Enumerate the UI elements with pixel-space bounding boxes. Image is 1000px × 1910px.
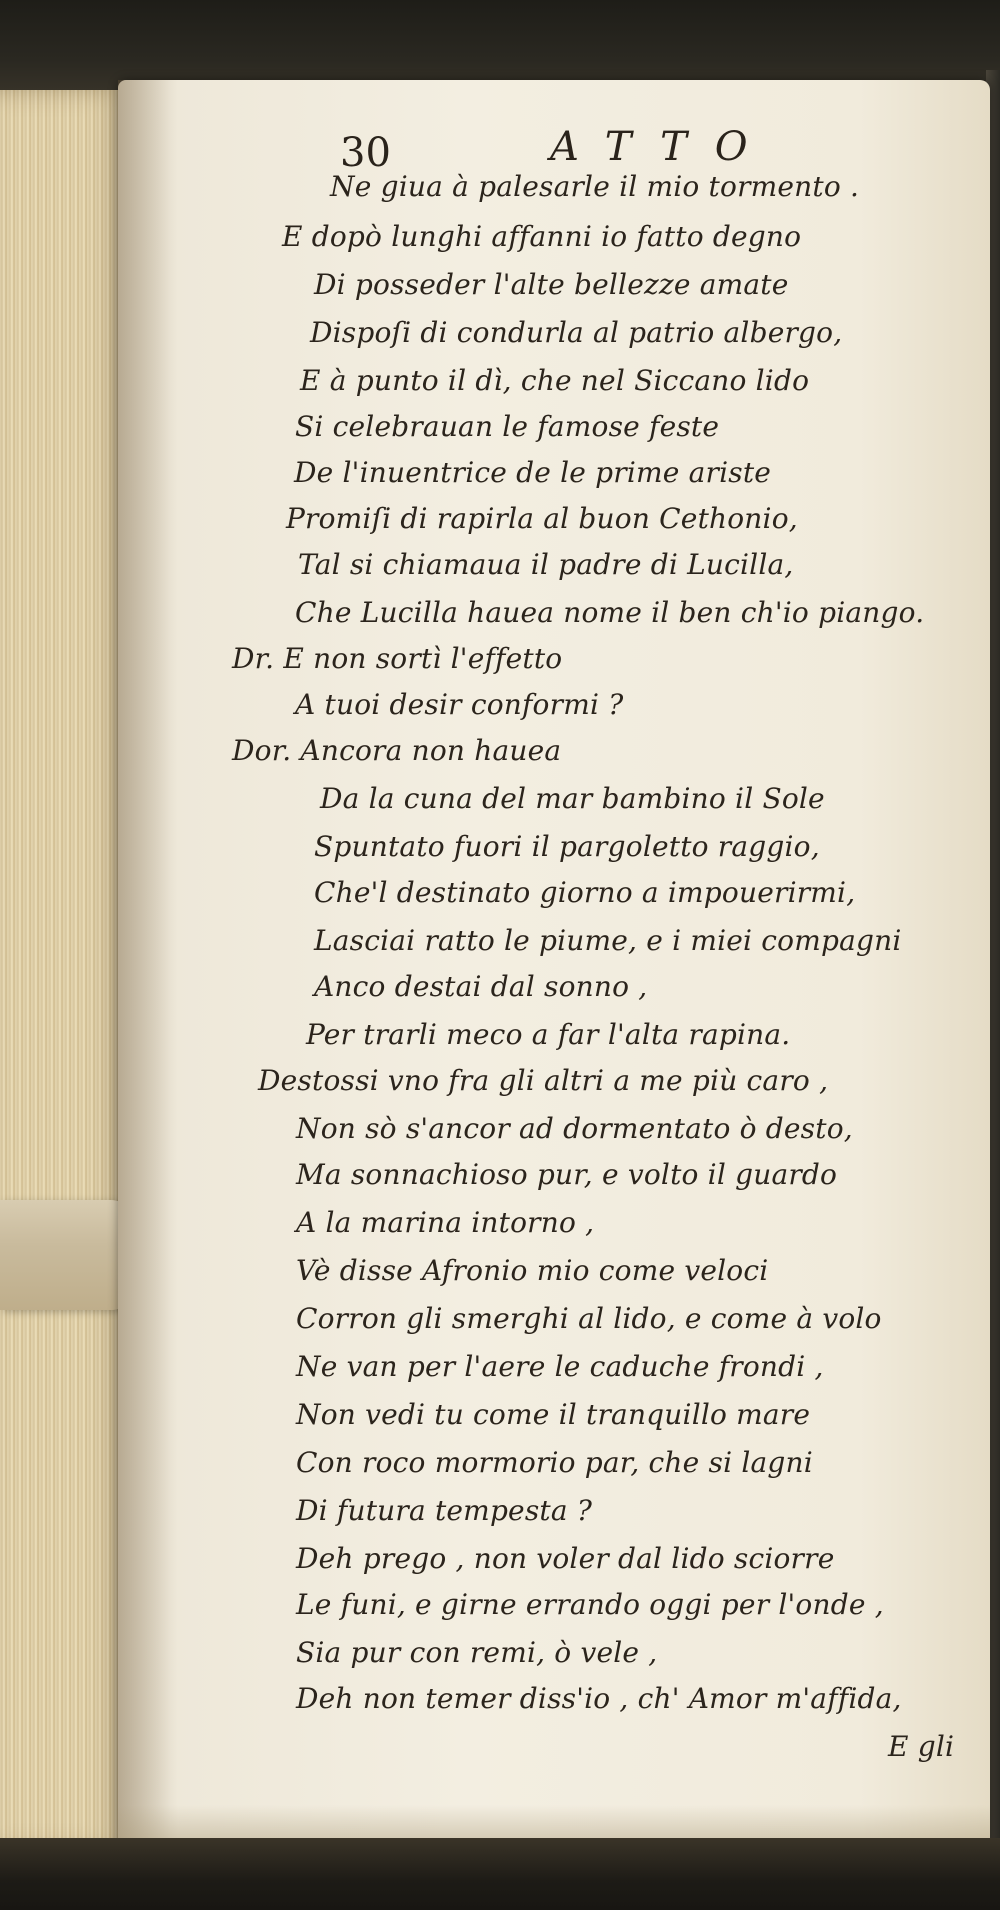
verse-line: Ma sonnachioso pur, e volto il guardo bbox=[296, 1158, 838, 1191]
verse-line: A la marina intorno , bbox=[296, 1206, 595, 1239]
verse-line: Le funi, e girne errando oggi per l'onde , bbox=[296, 1588, 884, 1621]
verse-line: Si celebrauan le famose feste bbox=[295, 410, 720, 443]
verse-line: Ne giua à palesarle il mio tormento . bbox=[330, 170, 860, 203]
verse-line: Anco destai dal sonno , bbox=[314, 970, 648, 1003]
running-head: ATTO bbox=[550, 124, 776, 170]
verse-line: Dor. Ancora non hauea bbox=[232, 734, 562, 767]
verse-line: Non vedi tu come il tranquillo mare bbox=[296, 1398, 811, 1431]
verse-line: Promiſi di rapirla al buon Cethonio, bbox=[286, 502, 798, 535]
verse-line: Con roco mormorio par, che si lagni bbox=[296, 1446, 813, 1479]
verse-line: Dispoſi di condurla al patrio albergo, bbox=[310, 316, 843, 349]
verse-line: Che Lucilla hauea nome il ben ch'io piango. bbox=[295, 596, 925, 629]
verse-line: Di posseder l'alte bellezze amate bbox=[314, 268, 789, 301]
verse-line: Di futura tempesta ? bbox=[296, 1494, 593, 1527]
verse-line: Dr. E non sortì l'effetto bbox=[232, 642, 563, 675]
verse-line: Deh prego , non voler dal lido sciorre bbox=[296, 1542, 835, 1575]
verse-line: Per trarli meco a far l'alta rapina. bbox=[306, 1018, 791, 1051]
verse-line: Non sò s'ancor ad dormentato ò desto, bbox=[296, 1112, 853, 1145]
verse-line: Sia pur con remi, ò vele , bbox=[296, 1636, 658, 1669]
verse-line: Che'l destinato giorno a impouerirmi, bbox=[314, 876, 856, 909]
catchword: E gli bbox=[888, 1730, 955, 1763]
verse-line: Vè disse Afronio mio come veloci bbox=[296, 1254, 769, 1287]
verse-line: Destossi vno fra gli altri a me più caro , bbox=[258, 1064, 829, 1097]
verse-line: De l'inuentrice de le prime ariste bbox=[294, 456, 772, 489]
verse-line: A tuoi desir conformi ? bbox=[295, 688, 624, 721]
verse-line: E dopò lunghi affanni io fatto degno bbox=[282, 220, 802, 253]
verse-line: Lasciai ratto le piume, e i miei compagni bbox=[314, 924, 902, 957]
verse-line: Da la cuna del mar bambino il Sole bbox=[320, 782, 825, 815]
page-number: 30 bbox=[340, 130, 391, 176]
verse-line: Corron gli smerghi al lido, e come à volo bbox=[296, 1302, 882, 1335]
verse-line: Spuntato fuori il pargoletto raggio, bbox=[314, 830, 820, 863]
verse-line: Tal si chiamaua il padre di Lucilla, bbox=[298, 548, 794, 581]
verse-line: E à punto il dì, che nel Siccano lido bbox=[300, 364, 810, 397]
verse-line: Deh non temer diss'io , ch' Amor m'affida, bbox=[296, 1682, 902, 1715]
verse-line: Ne van per l'aere le caduche frondi , bbox=[296, 1350, 824, 1383]
